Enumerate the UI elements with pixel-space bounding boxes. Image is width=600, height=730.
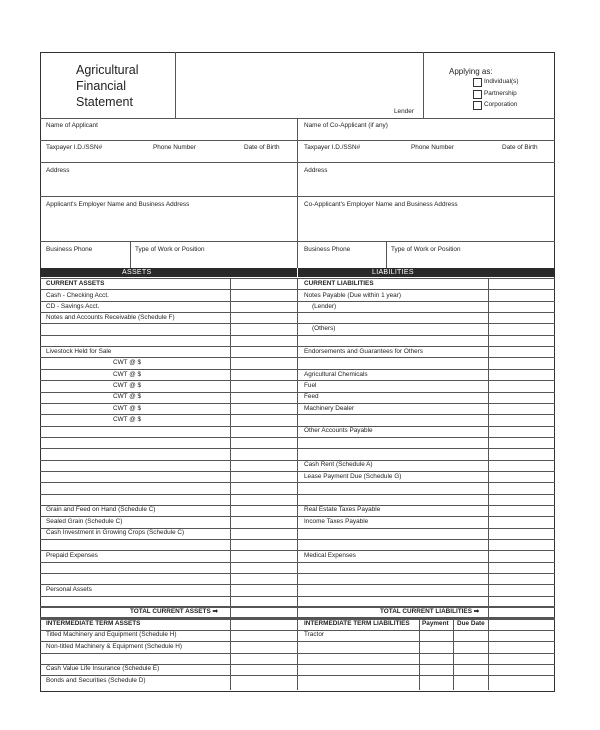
liability-row: Other Accounts Payable [304,427,373,434]
liability-row: Machinery Dealer [304,405,355,412]
divider [175,52,176,118]
assets-band [40,268,297,277]
liability-row: Tractor [304,631,325,638]
divider [297,118,298,268]
asset-row: Non-titled Machinery & Equipment (Schedule H) [46,643,183,650]
applicant-name-field[interactable]: Name of Applicant [46,122,98,129]
column-rule [419,617,420,690]
column-rule [488,278,489,690]
corporation-label: Corporation [484,101,518,108]
co-phone-field[interactable]: Phone Number [411,144,454,151]
liability-row: (Others) [312,325,336,332]
lender-label: Lender [394,108,414,115]
cwt-row: CWT @ $ [113,416,142,423]
liabilities-heading: LIABILITIES [372,269,414,276]
payment-column-header: Payment [422,620,449,627]
co-dob-field[interactable]: Date of Birth [502,144,538,151]
assets-heading: ASSETS [122,269,152,276]
divider [386,241,387,268]
liability-row: Agricultural Chemicals [304,371,368,378]
business-phone-field[interactable]: Business Phone [46,246,93,253]
asset-row: Cash - Checking Acct. [46,292,109,299]
asset-row: CD - Savings Acct. [46,303,100,310]
liability-row: (Lender) [312,303,337,310]
asset-row: Cash Value Life Insurance (Schedule E) [46,665,160,672]
asset-row: Cash Investment in Growing Crops (Schedule C) [46,529,185,536]
cwt-row: CWT @ $ [113,405,142,412]
liability-row: Real Estate Taxes Payable [304,506,381,513]
address-field[interactable]: Address [46,167,70,174]
partnership-label: Partnership [484,90,517,97]
cwt-row: CWT @ $ [113,382,142,389]
phone-field[interactable]: Phone Number [153,144,196,151]
individual-checkbox[interactable] [473,78,482,87]
total-current-liabilities: TOTAL CURRENT LIABILITIES ➡ [380,608,480,615]
liabilities-band [298,268,555,277]
asset-row: Notes and Accounts Receivable (Schedule F) [46,314,175,321]
intermediate-liabilities-heading: INTERMEDIATE TERM LIABILITIES [304,620,410,627]
cwt-row: CWT @ $ [113,371,142,378]
dob-field[interactable]: Date of Birth [244,144,280,151]
co-work-type-field[interactable]: Type of Work or Position [391,246,461,253]
liability-row: Fuel [304,382,317,389]
form-title: Agricultural Financial Statement [76,63,139,109]
column-rule [453,617,454,690]
cwt-row: CWT @ $ [113,359,142,366]
liability-row: Notes Payable (Due within 1 year) [304,292,401,299]
liability-row: Income Taxes Payable [304,518,369,525]
coapplicant-name-field[interactable]: Name of Co-Applicant (if any) [304,122,388,129]
asset-row: Grain and Feed on Hand (Schedule C) [46,506,156,513]
asset-row: Personal Assets [46,586,92,593]
asset-row: Prepaid Expenses [46,552,98,559]
co-employer-field[interactable]: Co-Applicant's Employer Name and Business Address [304,201,458,208]
asset-row: Bonds and Securities (Schedule D) [46,677,146,684]
liability-row: Endorsements and Guarantees for Others [304,348,424,355]
intermediate-assets-heading: INTERMEDIATE TERM ASSETS [46,620,141,627]
due-date-column-header: Due Date [457,620,485,627]
individual-label: Individual(s) [484,78,519,85]
liability-row: Cash Rent (Schedule A) [304,461,373,468]
divider [423,52,424,118]
applying-as-label: Applying as: [449,67,493,76]
co-taxpayer-field[interactable]: Taxpayer I.D./SSN# [304,144,361,151]
current-assets-heading: CURRENT ASSETS [46,280,105,287]
column-rule [297,278,298,690]
asset-row: Sealed Grain (Schedule C) [46,518,123,525]
co-business-phone-field[interactable]: Business Phone [304,246,351,253]
liability-row: Feed [304,393,319,400]
corporation-checkbox[interactable] [473,101,482,110]
co-address-field[interactable]: Address [304,167,328,174]
liability-row: Lease Payment Due (Schedule G) [304,473,402,480]
column-rule [230,278,231,690]
partnership-checkbox[interactable] [473,90,482,99]
asset-row: Titled Machinery and Equipment (Schedule H) [46,631,177,638]
taxpayer-field[interactable]: Taxpayer I.D./SSN# [46,144,103,151]
total-current-assets: TOTAL CURRENT ASSETS ➡ [130,608,218,615]
liability-row: Medical Expenses [304,552,356,559]
cwt-row: CWT @ $ [113,393,142,400]
employer-field[interactable]: Applicant's Employer Name and Business Address [46,201,190,208]
asset-row: Livestock Held for Sale [46,348,112,355]
current-liabilities-heading: CURRENT LIABILITIES [304,280,374,287]
divider [130,241,131,268]
work-type-field[interactable]: Type of Work or Position [135,246,205,253]
